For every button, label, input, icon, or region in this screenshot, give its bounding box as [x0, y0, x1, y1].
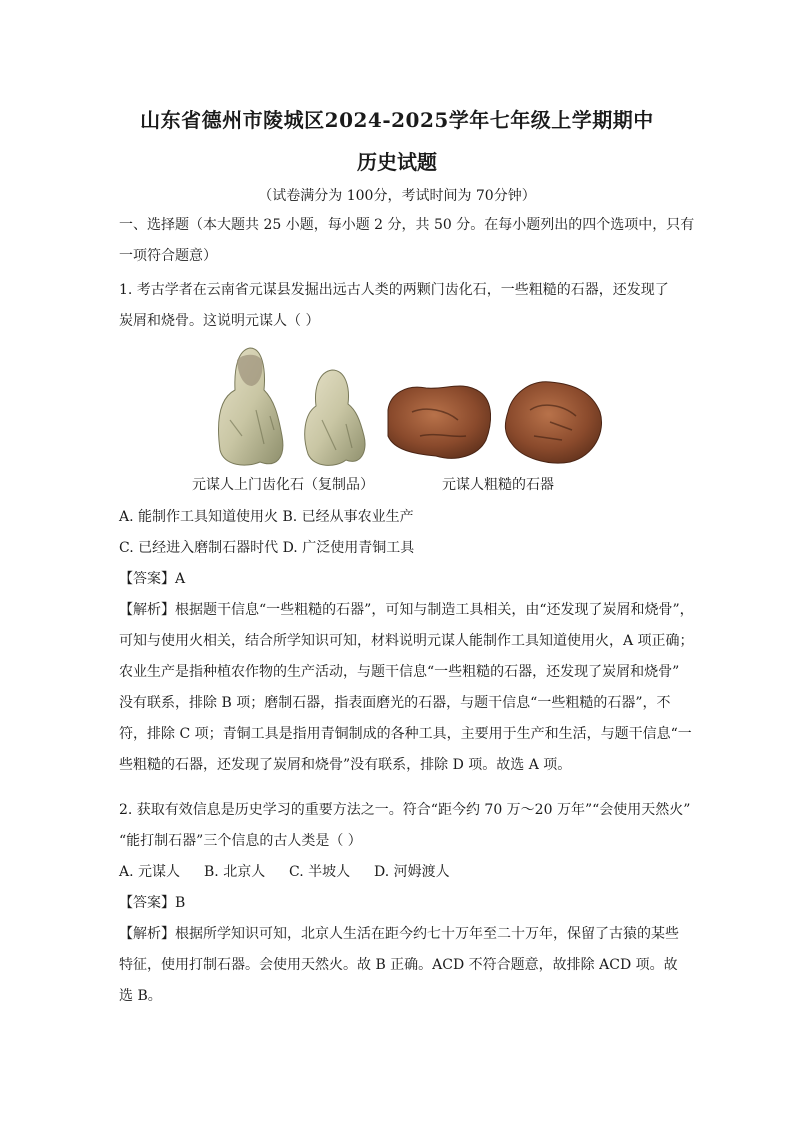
analysis-line: 【解析】根据所学知识可知，北京人生活在距今约七十万年至二十万年，保留了古猿的某些 [119, 926, 679, 942]
exam-info: （试卷满分为 100分，考试时间为 70分钟） [258, 188, 536, 204]
answer-line: 【答案】B [119, 895, 186, 911]
options-line: C. 已经进入磨制石器时代 D. 广泛使用青铜工具 [119, 540, 415, 556]
option-b: B. 北京人 [204, 864, 266, 880]
question-2-answer [119, 888, 679, 919]
question-1-answer [119, 564, 679, 595]
question-1-figure [190, 340, 610, 498]
figure-caption-teeth: 元谋人上门齿化石（复制品） [192, 477, 374, 493]
section-line: 一项符合题意） [119, 248, 217, 264]
figure-images [190, 340, 610, 470]
tooth-fossil-image [305, 370, 365, 465]
stem-line: 1. 考古学者在云南省元谋县发掘出远古人类的两颗门齿化石，一些粗糙的石器，还发现了 [119, 282, 669, 298]
stem-line: 炭屑和烧骨。这说明元谋人（ ） [119, 313, 320, 329]
analysis-line: 没有联系，排除 B 项；磨制石器，指表面磨光的石器，与题干信息“一些粗糙的石器”，不 [119, 695, 671, 711]
question-1-analysis [119, 595, 694, 781]
analysis-line: 【解析】根据题干信息“一些粗糙的石器”，可知与制造工具相关，由“还发现了炭屑和烧骨”， [119, 602, 694, 618]
options-line: A. 能制作工具知道使用火 B. 已经从事农业生产 [119, 509, 414, 525]
page-title: 山东省德州市陵城区2024-2025学年七年级上学期期中 [140, 108, 654, 132]
analysis-line: 些粗糙的石器，还发现了炭屑和烧骨”没有联系，排除 D 项。故选 A 项。 [119, 757, 572, 773]
analysis-line: 农业生产是指种植农作物的生产活动，与题干信息“一些粗糙的石器，还发现了炭屑和烧骨” [119, 664, 680, 680]
analysis-line: 选 B。 [119, 988, 162, 1004]
section-heading [119, 210, 695, 272]
question-2-stem [119, 795, 691, 857]
stone-tool-image [505, 382, 601, 463]
stem-line: “能打制石器”三个信息的古人类是（ ） [119, 833, 362, 849]
question-1-options [119, 502, 679, 564]
answer-line: 【答案】A [119, 571, 186, 587]
option-c: C. 半坡人 [289, 864, 351, 880]
stem-line: 2. 获取有效信息是历史学习的重要方法之一。符合“距今约 70 万～20 万年”“会使用天然火” [119, 802, 691, 818]
analysis-line: 可知与使用火相关，结合所学知识可知，材料说明元谋人能制作工具知道使用火，A 项正确； [119, 633, 694, 649]
analysis-line: 符，排除 C 项；青铜工具是指用青铜制成的各种工具，主要用于生产和生活，与题干信息“一 [119, 726, 692, 742]
options-line [119, 857, 679, 888]
analysis-line: 特征，使用打制石器。会使用天然火。故 B 正确。ACD 不符合题意，故排除 ACD 项。故 [119, 957, 678, 973]
question-2-analysis [119, 919, 679, 1012]
question-2-options [119, 857, 679, 888]
figure-caption-stones: 元谋人粗糙的石器 [442, 477, 554, 493]
page-subtitle-title: 历史试题 [357, 150, 437, 174]
question-1-stem [119, 275, 679, 337]
section-line: 一、选择题（本大题共 25 小题，每小题 2 分，共 50 分。在每小题列出的四个选项中，只有 [119, 217, 695, 233]
option-d: D. 河姆渡人 [374, 864, 450, 880]
stone-tool-image [388, 386, 491, 458]
option-a: A. 元谋人 [119, 864, 181, 880]
tooth-fossil-image [219, 348, 283, 465]
